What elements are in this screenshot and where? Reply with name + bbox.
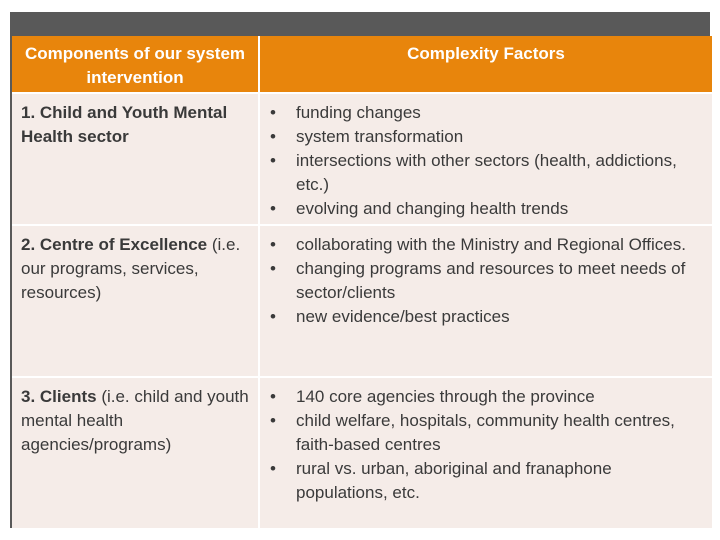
factor-text: system transformation (296, 127, 464, 146)
component-detail: (i.e. our programs, services, resources) (21, 235, 241, 302)
factor-text: intersections with other sectors (health, addictions, etc.) (296, 151, 677, 194)
bullet-icon: • (270, 151, 276, 170)
bullet-icon: • (270, 199, 276, 218)
bullet-icon: • (270, 259, 276, 278)
factor-text: new evidence/best practices (296, 307, 510, 326)
factor-text: collaborating with the Ministry and Regional Offices. (296, 235, 686, 254)
list-item (268, 457, 706, 505)
table-row (12, 226, 712, 378)
factor-list (268, 385, 706, 505)
list-item (268, 125, 706, 149)
factors-cell (260, 378, 712, 528)
list-item (268, 197, 706, 221)
component-title: 2. Centre of Excellence (21, 235, 208, 254)
table-row (12, 378, 712, 530)
bullet-icon: • (270, 387, 276, 406)
factor-list (268, 101, 706, 221)
bullet-icon: • (270, 127, 276, 146)
factors-cell (260, 94, 712, 224)
factor-text: rural vs. urban, aboriginal and franaphone populations, etc. (296, 459, 612, 502)
header-complexity-factors: Complexity Factors (260, 36, 712, 92)
top-band (10, 12, 710, 36)
factor-text: evolving and changing health trends (296, 199, 569, 218)
component-title: 3. Clients (21, 387, 97, 406)
bullet-icon: • (270, 411, 276, 430)
factor-text: child welfare, hospitals, community health centres, faith-based centres (296, 411, 675, 454)
list-item (268, 257, 706, 305)
bullet-icon: • (270, 235, 276, 254)
table-header-row (12, 36, 712, 94)
bullet-icon: • (270, 459, 276, 478)
list-item (268, 409, 706, 457)
table-row (12, 94, 712, 226)
complexity-table (12, 36, 712, 530)
factors-cell (260, 226, 712, 376)
component-cell (12, 378, 260, 528)
list-item (268, 101, 706, 125)
component-cell (12, 226, 260, 376)
list-item (268, 149, 706, 197)
list-item (268, 305, 706, 329)
factor-text: changing programs and resources to meet needs of sector/clients (296, 259, 686, 302)
list-item (268, 233, 706, 257)
bullet-icon: • (270, 103, 276, 122)
factor-text: funding changes (296, 103, 421, 122)
bullet-icon: • (270, 307, 276, 326)
component-cell (12, 94, 260, 224)
component-detail: (i.e. child and youth mental health agencies/programs) (21, 387, 249, 454)
factor-text: 140 core agencies through the province (296, 387, 595, 406)
factor-list (268, 233, 706, 329)
list-item (268, 385, 706, 409)
header-components: Components of our system intervention (12, 36, 260, 92)
component-title: 1. Child and Youth Mental Health sector (21, 103, 228, 146)
